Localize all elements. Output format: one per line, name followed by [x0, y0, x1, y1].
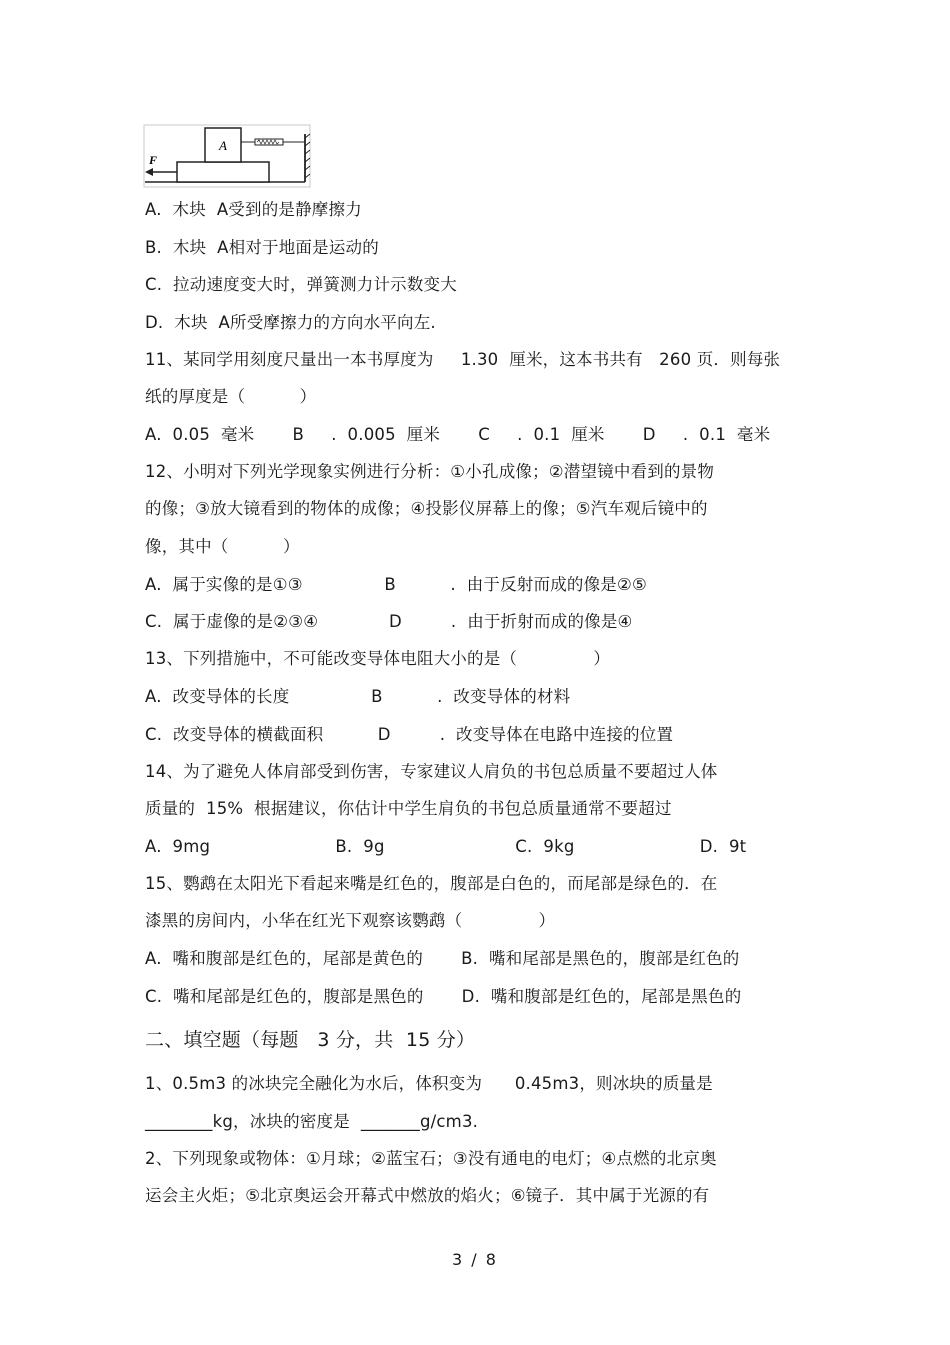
q12-stem-line-3: 像，其中（ ）: [145, 537, 300, 556]
q15-stem-line-2: 漆黑的房间内，小华在红光下观察该鹦鹉（ ）: [145, 911, 556, 930]
q10-option-c: C. 拉动速度变大时，弹簧测力计示数变大: [145, 275, 457, 294]
fill-q1-line-1: 1、0.5m3 的冰块完全融化为水后，体积变为 0.45m3，则冰块的质量是: [145, 1074, 713, 1093]
q10-option-d: D. 木块 A所受摩擦力的方向水平向左.: [145, 313, 436, 332]
fill-q2-line-2: 运会主火炬；⑤北京奥运会开幕式中燃放的焰火；⑥镜子．其中属于光源的有: [145, 1186, 710, 1205]
q14-stem-line-2: 质量的 15% 根据建议，你估计中学生肩负的书包总质量通常不要超过: [145, 799, 672, 818]
section-title-fill-in: 二、填空题（每题 3 分，共 15 分）: [145, 1029, 476, 1051]
q13-stem: 13、下列措施中，不可能改变导体电阻大小的是（ ）: [145, 649, 611, 668]
board: [177, 162, 269, 182]
friction-setup-figure: [143, 124, 311, 188]
q12-options-ab: A. 属于实像的是①③ B . 由于反射而成的像是②⑤: [145, 575, 647, 594]
page-number: 3 / 8: [452, 1250, 498, 1269]
force-f-label: F: [149, 153, 158, 167]
q10-option-a: A. 木块 A受到的是静摩擦力: [145, 200, 362, 219]
fill-q2-line-1: 2、下列现象或物体：①月球；②蓝宝石；③没有通电的电灯；④点燃的北京奥: [145, 1149, 717, 1168]
q10-option-b: B. 木块 A相对于地面是运动的: [145, 238, 379, 257]
q11-options: A. 0.05 毫米 B . 0.005 厘米 C . 0.1 厘米 D . 0.1 毫米: [145, 425, 771, 444]
q14-stem-line-1: 14、为了避免人体肩部受到伤害，专家建议人肩负的书包总质量不要超过人体: [145, 762, 718, 781]
q15-options-ab: A. 嘴和腹部是红色的，尾部是黄色的 B. 嘴和尾部是黑色的，腹部是红色的: [145, 949, 740, 968]
fill-q1-line-2: ________kg，冰块的密度是 _______g/cm3.: [145, 1112, 479, 1131]
q11-stem-line-1: 11、某同学用刻度尺量出一本书厚度为 1.30 厘米，这本书共有 260 页．则每张: [145, 350, 781, 369]
q13-options-ab: A. 改变导体的长度 B . 改变导体的材料: [145, 687, 571, 706]
q15-stem-line-1: 15、鹦鹉在太阳光下看起来嘴是红色的，腹部是白色的，而尾部是绿色的．在: [145, 874, 718, 893]
q15-options-cd: C. 嘴和尾部是红色的，腹部是黑色的 D. 嘴和腹部是红色的，尾部是黑色的: [145, 987, 742, 1006]
q12-options-cd: C. 属于虚像的是②③④ D . 由于折射而成的像是④: [145, 612, 633, 631]
q11-stem-line-2: 纸的厚度是（ ）: [145, 387, 317, 406]
q14-options: A. 9mg B. 9g C. 9kg D. 9t: [145, 837, 747, 856]
block-a-label: A: [219, 138, 227, 153]
q12-stem-line-1: 12、小明对下列光学现象实例进行分析：①小孔成像；②潜望镜中看到的景物: [145, 462, 715, 481]
q13-options-cd: C. 改变导体的横截面积 D . 改变导体在电路中连接的位置: [145, 725, 674, 744]
q12-stem-line-2: 的像；③放大镜看到的物体的成像；④投影仪屏幕上的像；⑤汽车观后镜中的: [145, 499, 708, 518]
